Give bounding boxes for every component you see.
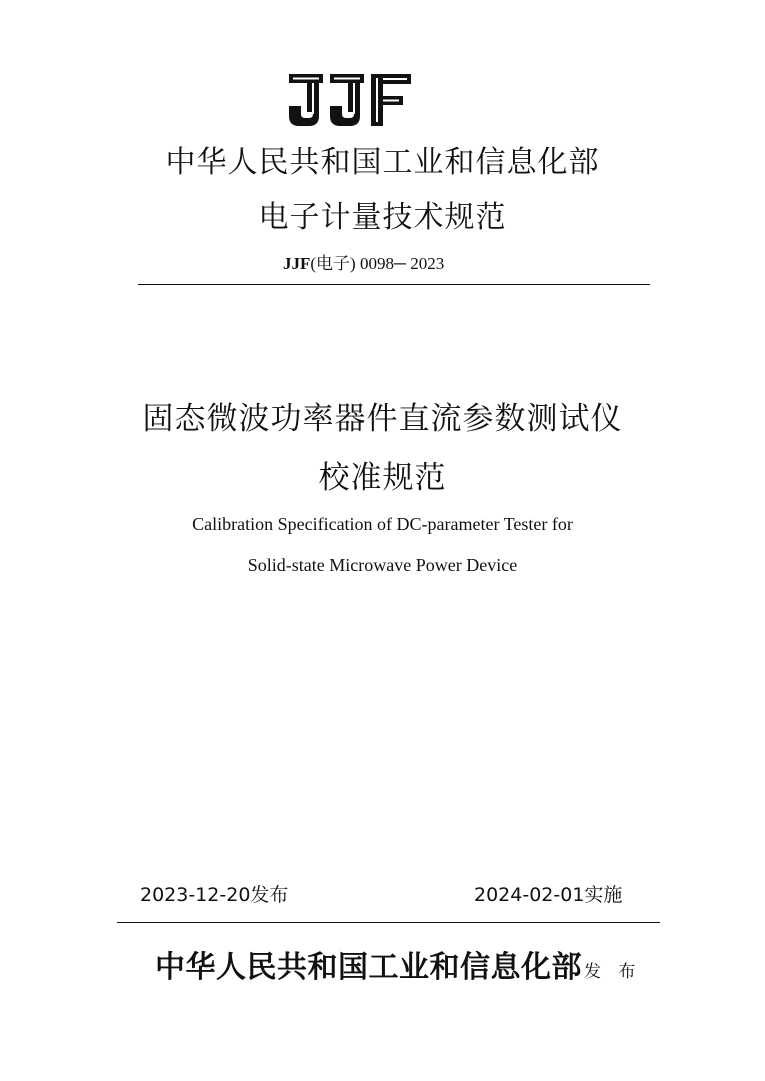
- specification-series: 电子计量技术规范: [258, 200, 507, 235]
- ministry-name: 中华人民共和国工业和信息化部: [165, 145, 600, 180]
- code-prefix: JJF: [283, 254, 311, 273]
- issuer: [155, 942, 641, 986]
- title-english-line2: Solid-state Microwave Power Device: [247, 555, 518, 575]
- implementation-date: 2024-02-01实施: [474, 884, 623, 906]
- issuer-suffix: 发 布: [584, 962, 642, 982]
- top-divider: [138, 284, 650, 285]
- document-code: [283, 249, 444, 274]
- title-english-line1: Calibration Specification of DC-parameter Tester for: [192, 514, 573, 534]
- jjf-logo: [285, 72, 415, 127]
- issuer-name: 中华人民共和国工业和信息化部: [155, 950, 582, 985]
- title-chinese-line2: 校准规范: [318, 460, 447, 496]
- title-chinese-line1: 固态微波功率器件直流参数测试仪: [142, 401, 623, 437]
- jjf-logo-icon: [285, 72, 415, 127]
- bottom-divider: [117, 922, 660, 923]
- code-number: (电子) 0098─ 2023: [310, 254, 445, 273]
- issue-date: 2023-12-20发布: [140, 884, 289, 906]
